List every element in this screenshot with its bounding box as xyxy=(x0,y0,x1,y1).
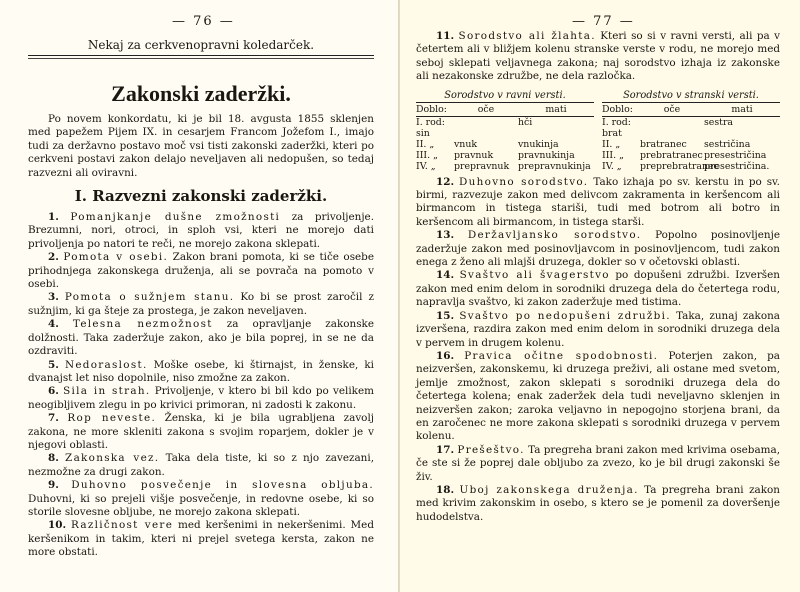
item-term: Telesna nezmožnost xyxy=(72,318,213,331)
impediment-item xyxy=(416,444,780,484)
item-number: 11. xyxy=(436,30,455,42)
table-cell: IV. „ xyxy=(416,160,436,172)
page-number: — 76 — xyxy=(172,14,235,29)
item-text: Popolno posinovljenje zaderžuje zakon med posinovljavcom in posinovljencom, tudi zakon enega z ženo ali mlajši druzega, dokler so v očetovski oblasti. xyxy=(416,229,780,269)
item-number: 12. xyxy=(436,175,455,188)
impediment-item xyxy=(416,310,780,350)
page-number: — 77 — xyxy=(572,14,635,29)
item-term: Različnost vere xyxy=(70,519,174,532)
table-cell: I. rod: sin xyxy=(416,116,445,139)
item-number: 2. xyxy=(48,251,59,264)
item-term: Uboj zakonskega druženja. xyxy=(459,483,639,496)
table-cell: prepravnukinja xyxy=(518,160,591,172)
impediment-list xyxy=(28,211,374,560)
item-number: 15. xyxy=(436,309,455,322)
right-page xyxy=(400,0,800,592)
impediment-item xyxy=(416,30,780,84)
impediment-item xyxy=(28,318,374,358)
item-text: za opravljanje zakonske dolžnosti. Taka zaderžuje zakon, ako je bila poprej, in se ne da ozdraviti. xyxy=(28,318,374,358)
table-cell: prebratranec xyxy=(640,149,703,161)
table-cell: I. rod: brat xyxy=(602,116,631,139)
table-row xyxy=(416,150,594,161)
item-text: Ženska, ki je bila ugrabljena zavolj zakona, ne more skleniti zakona s svojim roparjem, dokler je v njegovi oblasti. xyxy=(28,412,374,451)
item-text: za privoljenje. Brezumni, nori, otroci, in sploh vsi, kteri ne morejo dati privoljenja po natori te reči, ne morejo zakona sklepati. xyxy=(28,211,375,250)
item-number: 7. xyxy=(48,412,59,425)
item-term: Duhovno posvečenje in slovesna obljuba. xyxy=(71,479,374,492)
table-row xyxy=(416,139,594,150)
impediment-list-top xyxy=(416,30,780,84)
item-number: 18. xyxy=(436,483,455,496)
table-cell: pravnuk xyxy=(454,149,494,161)
table-cell: prepravnuk xyxy=(454,160,510,172)
item-text: Moške osebe, ki štirnajst, in ženske, ki dvanajst let niso dopolnile, niso zmožne za zakon. xyxy=(28,358,374,384)
impediment-item xyxy=(28,479,374,519)
item-term: Pomota o sužnjem stanu. xyxy=(64,291,235,304)
item-number: 1. xyxy=(48,211,59,224)
running-header: Nekaj za cerkvenopravni koledarček. xyxy=(28,38,374,56)
item-term: Nedoraslost. xyxy=(64,358,148,371)
item-text: Ta pregreha brani zakon med krivima osebama, če ste si že poprej dale obljubo za zvezo, ko je bil drugi zakonski še živ. xyxy=(416,443,780,483)
item-number: 16. xyxy=(436,349,455,362)
kinship-tables xyxy=(416,90,780,172)
item-text: Ko bi se prost zaročil z sužnjim, ki ga šteje za prostega, je zakon neveljaven. xyxy=(28,291,374,317)
table-cell: IV. „ xyxy=(602,160,622,172)
table-cell: vnuk xyxy=(454,138,478,150)
table-direct-line xyxy=(416,90,594,172)
item-number: 14. xyxy=(436,269,455,282)
item-term: Sorodstvo ali žlahta. xyxy=(458,30,596,42)
intro-paragraph: Po novem konkordatu, ki je bil 18. avgusta 1855 sklenjen med papežem Pijem IX. in cesarjem Francom Jožefom I., imajo tudi za deržavno postavo moč vsi tisti zakonski zaderžki, kteri po cerkveni postavi zakon delajo neveljaven ali nedopušen, so tedaj razvezni ali oviravni. xyxy=(28,113,374,179)
impediment-item xyxy=(416,176,780,230)
item-number: 5. xyxy=(48,358,59,371)
table-header xyxy=(602,103,780,117)
impediment-item xyxy=(416,229,780,269)
table-cell: presestričina xyxy=(704,149,767,161)
item-number: 4. xyxy=(48,318,59,331)
table-cell: III. „ xyxy=(416,149,438,161)
table-cell: II. „ xyxy=(416,138,435,150)
table-cell: II. „ xyxy=(602,138,621,150)
item-text: Privoljenje, v ktero bi bil kdo po velikem neogibljivem zlegu in po krivici primoran, ni zadosti k zakonu. xyxy=(28,385,374,411)
impediment-item xyxy=(28,359,374,386)
table-caption: Sorodstvo v ravni versti. xyxy=(416,90,594,103)
table-cell: vnukinja xyxy=(518,138,559,150)
table-header xyxy=(416,103,594,117)
section-heading: I. Razvezni zakonski zaderžki. xyxy=(74,187,328,206)
item-term: Rop neveste. xyxy=(67,412,157,425)
item-text: po dopušeni združbi. Izveršen zakon med enim delom in sorodniki druzega dela do četertega rodu, napravlja svaštvo, ki zakon zaderžuje med tistima. xyxy=(416,269,780,309)
column-header: oče xyxy=(477,103,495,115)
item-term: Prešeštvo. xyxy=(457,443,525,456)
item-term: Pravica očitne spodobnosti. xyxy=(464,349,659,362)
item-text: Tako izhaja po sv. kerstu in po sv. birmi, razvezuje zakon med delivcom zakramenta in keršencom ali birmancom in tistega stariši, tudi med botrom ali botro in keršencom ali birmancom, in tistega starši. xyxy=(416,175,780,228)
table-row xyxy=(602,139,780,150)
table-cell: pravnukinja xyxy=(518,149,575,161)
item-text: Poterjen zakon, pa neizveršen, zakonskemu, ki druzega preživi, ali ostane med svetom, jemlje zmožnost, zakon sklepati s sorodniki druzega dela do četertega kolena; enak zaderžek dela tudi neveljavno sklenjen in neizveršen zakon; zaroka veljavno in nepogojno storjena brani, da en zaročenec ne more zakona sklepati s sorodniki druzega v pervem kolenu. xyxy=(416,349,780,443)
chapter-title: Zakonski zaderžki. xyxy=(111,81,291,106)
item-text: Taka, zunaj zakona izveršena, razdira zakon med enim delom in sorodniki druzega dela v pervem in drugem kolenu. xyxy=(416,309,780,349)
impediment-item xyxy=(416,350,780,444)
table-cell: sestra xyxy=(704,116,734,128)
table-row xyxy=(416,161,594,172)
table-cell: preprebratranec xyxy=(640,160,719,172)
impediment-item xyxy=(416,484,780,524)
table-row xyxy=(602,150,780,161)
item-text: Duhovni, ki so prejeli višje posvečenje, in redovne osebe, ki so storile slovesne obljube, ne morejo zakona sklepati. xyxy=(28,492,374,518)
column-header: oče xyxy=(663,103,681,115)
item-text: Taka dela tiste, ki so z njo zavezani, nezmožne za drugi zakon. xyxy=(28,452,375,478)
item-term: Pomota v osebi. xyxy=(63,251,169,264)
column-header: Doblo: xyxy=(416,103,447,115)
item-term: Sila in strah. xyxy=(63,385,151,398)
item-term: Deržavljansko sorodstvo. xyxy=(467,229,642,242)
table-cell: sestričina xyxy=(704,138,751,150)
item-number: 3. xyxy=(48,291,59,304)
table-cell xyxy=(640,117,704,139)
table-cell: III. „ xyxy=(602,149,624,161)
table-row xyxy=(602,161,780,172)
column-header: Doblo: xyxy=(602,103,633,115)
table-cell xyxy=(454,117,518,139)
item-number: 9. xyxy=(48,479,59,492)
item-text: Kteri so si v ravni versti, ali pa v četertem ali v bližjem kolenu stranske verste v rodu, ne morejo med seboj sklepati veljavnega zakona; naj sorodstvo izhaja iz zakonske ali nezakonske združbe, ne dela razločka. xyxy=(416,30,780,83)
column-header: mati xyxy=(731,103,753,115)
impediment-item xyxy=(416,269,780,309)
item-term: Duhovno sorodstvo. xyxy=(459,175,589,188)
item-term: Svaštvo ali švagerstvo xyxy=(459,269,610,282)
table-caption: Sorodstvo v stranski versti. xyxy=(602,90,780,103)
item-number: 6. xyxy=(48,385,59,398)
column-header: mati xyxy=(545,103,567,115)
table-row xyxy=(602,117,780,139)
header-rule xyxy=(28,58,374,59)
item-number: 13. xyxy=(436,229,455,242)
item-text: Ta pregreha brani zakon med krivim zakonskim in osebo, s ktero se je pomenil za doveršenje hudodelstva. xyxy=(416,483,780,523)
table-row xyxy=(416,117,594,139)
item-text: med keršenimi in nekeršenimi. Med keršenikom in takim, kteri ni prejel svetega kersta, zakon ne more obstati. xyxy=(28,519,374,559)
item-number: 17. xyxy=(436,443,455,456)
impediment-item xyxy=(28,251,374,291)
impediment-list xyxy=(416,176,780,525)
impediment-item xyxy=(28,519,374,559)
item-term: Zakonska vez. xyxy=(65,452,160,465)
item-term: Svaštvo po nedopušeni združbi. xyxy=(459,309,671,322)
item-text: Zakon brani pomota, ki se tiče osebe prihodnjega zakonskega druženja, ali se povrača na pomoto v osebi. xyxy=(28,251,374,291)
table-cell: hči xyxy=(518,116,533,128)
table-cell: presestričina. xyxy=(704,160,770,172)
impediment-item xyxy=(28,291,374,318)
impediment-item xyxy=(28,385,374,412)
impediment-item xyxy=(28,452,374,479)
table-cell: bratranec xyxy=(640,138,687,150)
item-number: 10. xyxy=(48,519,67,532)
table-side-line xyxy=(602,90,780,172)
impediment-item xyxy=(28,211,374,251)
item-term: Pomanjkanje dušne zmožnosti xyxy=(70,211,281,224)
impediment-item xyxy=(28,412,374,452)
item-number: 8. xyxy=(48,452,59,465)
